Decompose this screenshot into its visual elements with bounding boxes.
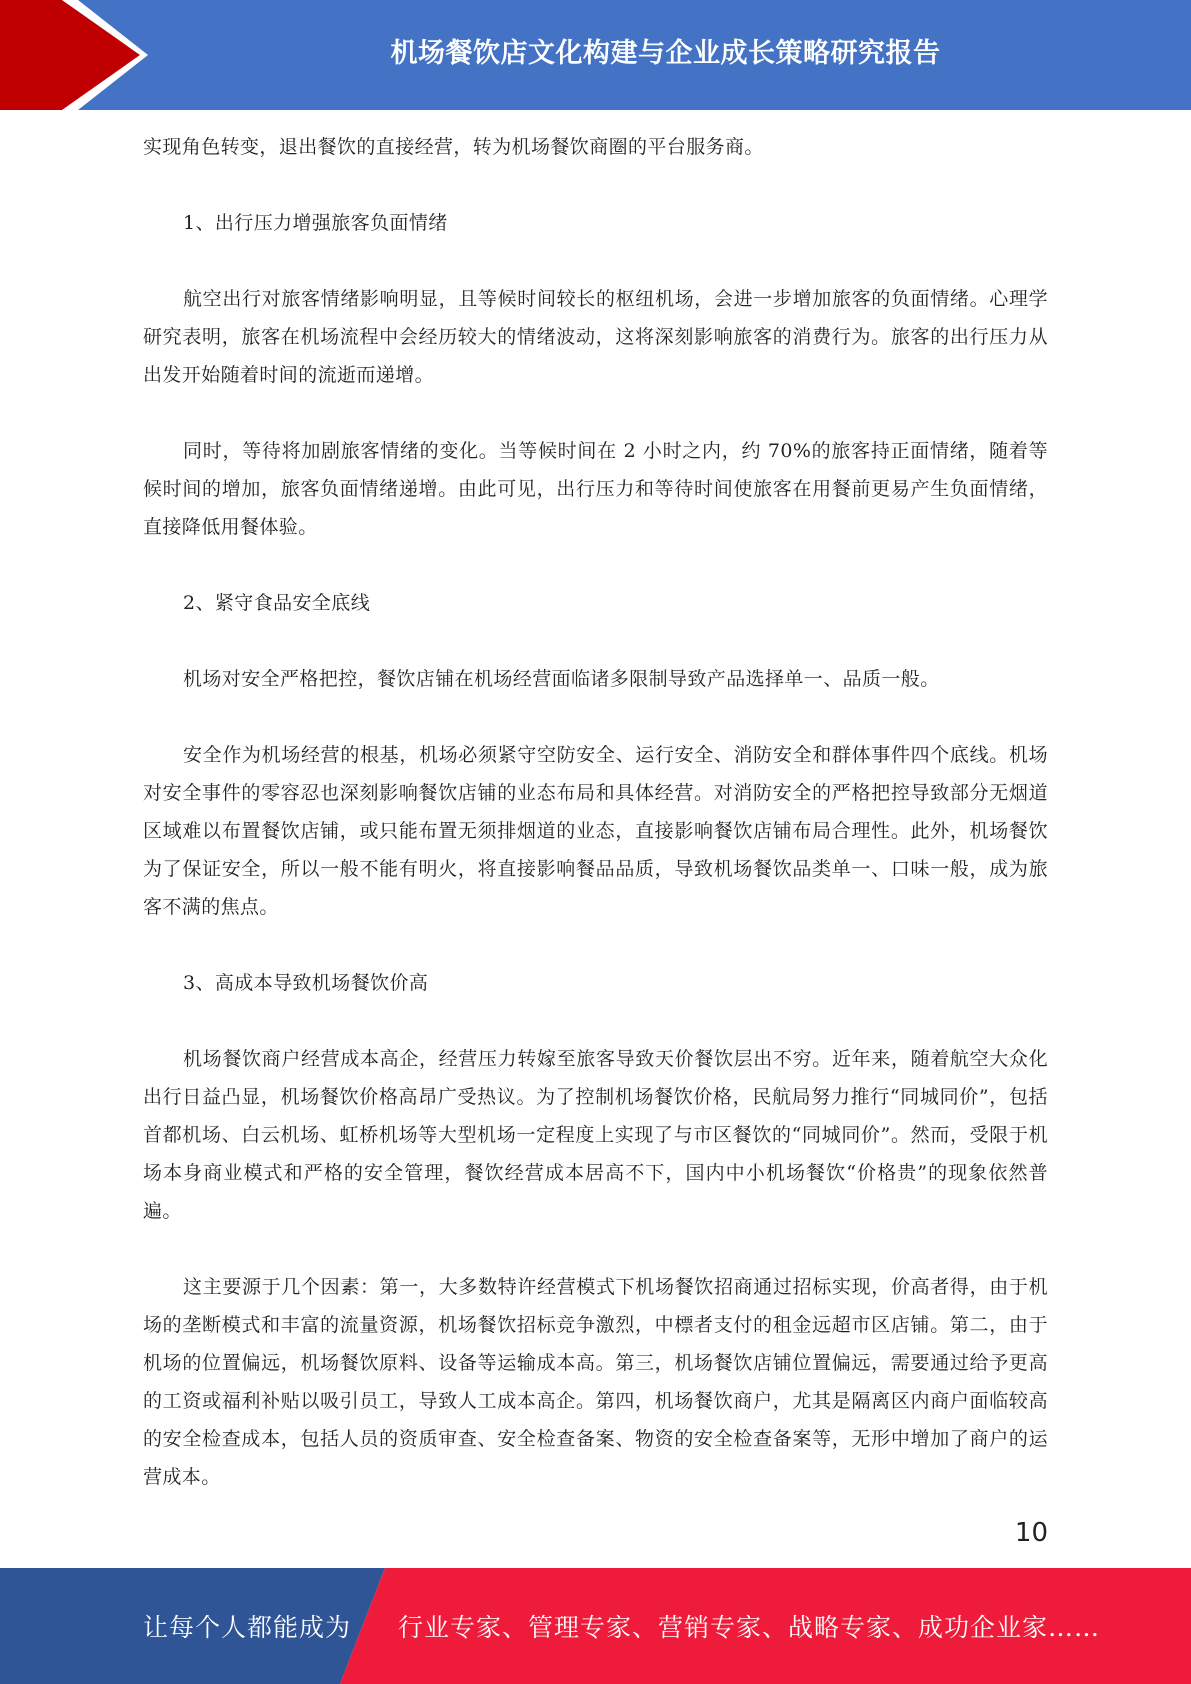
body-paragraph: 机场对安全严格把控，餐饮店铺在机场经营面临诸多限制导致产品选择单一、品质一般。: [183, 668, 940, 690]
page-number: 10: [1014, 1518, 1048, 1548]
page-header: [0, 0, 1191, 110]
document-title: 机场餐饮店文化构建与企业成长策略研究报告: [390, 37, 941, 69]
section-heading: 2、紧守食品安全底线: [183, 592, 371, 614]
body-paragraph: 同时，等待将加剧旅客情绪的变化。当等候时间在 2 小时之内，约 70%的旅客持正面情绪，随着等候时间的增加，旅客负面情绪递增。由此可见，出行压力和等待时间使旅客在用餐前更易产生负面情绪，直接降低用餐体验。: [143, 440, 1048, 538]
body-paragraph: 实现角色转变，退出餐饮的直接经营，转为机场餐饮商圈的平台服务商。: [143, 136, 764, 158]
section-heading: 3、高成本导致机场餐饮价高: [183, 972, 429, 994]
footer-slogan-right: 行业专家、管理专家、营销专家、战略专家、成功企业家……: [398, 1613, 1101, 1642]
body-paragraph: 安全作为机场经营的根基，机场必须紧守空防安全、运行安全、消防安全和群体事件四个底线。机场对安全事件的零容忍也深刻影响餐饮店铺的业态布局和具体经营。对消防安全的严格把控导致部分无烟道区域难以布置餐饮店铺，或只能布置无须排烟道的业态，直接影响餐饮店铺布局合理性。此外，机场餐饮为了保证安全，所以一般不能有明火，将直接影响餐品品质，导致机场餐饮品类单一、口味一般，成为旅客不满的焦点。: [143, 744, 1048, 918]
footer-slogan-left: 让每个人都能成为: [143, 1613, 352, 1642]
body-paragraph: 机场餐饮商户经营成本高企，经营压力转嫁至旅客导致天价餐饮层出不穷。近年来，随着航空大众化出行日益凸显，机场餐饮价格高昂广受热议。为了控制机场餐饮价格，民航局努力推行“同城同价”，包括首都机场、白云机场、虹桥机场等大型机场一定程度上实现了与市区餐饮的“同城同价”。然而，受限于机场本身商业模式和严格的安全管理，餐饮经营成本居高不下，国内中小机场餐饮“价格贵”的现象依然普遍。: [143, 1048, 1048, 1222]
body-paragraph: 航空出行对旅客情绪影响明显，且等候时间较长的枢纽机场，会进一步增加旅客的负面情绪。心理学研究表明，旅客在机场流程中会经历较大的情绪波动，这将深刻影响旅客的消费行为。旅客的出行压力从出发开始随着时间的流逝而递增。: [143, 288, 1048, 386]
header-arrow-icon: [0, 0, 160, 110]
page-footer: [0, 1568, 1191, 1684]
document-body: [143, 128, 1048, 1534]
section-heading: 1、出行压力增强旅客负面情绪: [183, 212, 448, 234]
body-paragraph: 这主要源于几个因素：第一，大多数特许经营模式下机场餐饮招商通过招标实现，价高者得，由于机场的垄断模式和丰富的流量资源，机场餐饮招标竞争激烈，中標者支付的租金远超市区店铺。第二，由于机场的位置偏远，机场餐饮原料、设备等运输成本高。第三，机场餐饮店铺位置偏远，需要通过给予更高的工资或福利补贴以吸引员工，导致人工成本高企。第四，机场餐饮商户，尤其是隔离区内商户面临较高的安全检查成本，包括人员的资质审查、安全检查备案、物资的安全检查备案等，无形中增加了商户的运营成本。: [143, 1276, 1048, 1488]
